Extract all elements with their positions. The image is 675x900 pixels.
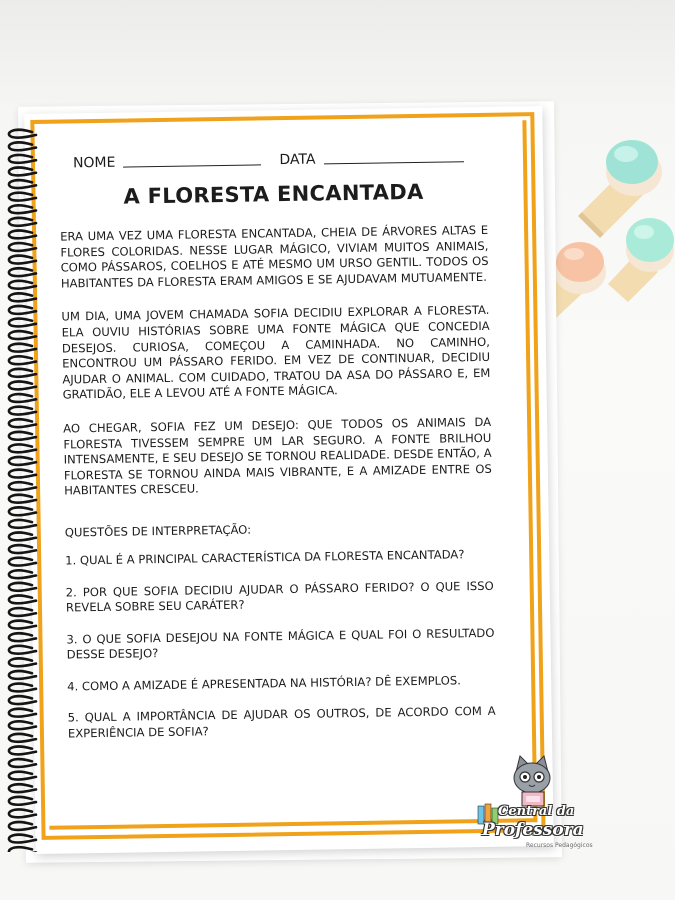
question-1: 1. QUAL É A PRINCIPAL CARACTERÍSTICA DA FLORESTA ENCANTADA? [65, 547, 465, 568]
spiral-coil [9, 533, 36, 541]
story-paragraph-3: AO CHEGAR, SOFIA FEZ UM DESEJO: QUE TODOS OS ANIMAIS DA FLORESTA TIVESSEM SEMPRE UM LAR SEGURO. A FONTE BRILHOU INTENSAMENTE, E SEU DESEJO SE TORNOU REALIDADE. DESDE ENTÃO, A FLORESTA SE TORNOU AINDA MAIS VIBRANTE, E A AMIZADE ENTRE OS HABITANTES CRESCEU. [63, 414, 492, 498]
logo-line-1: Central da [498, 804, 575, 819]
question-2: 2. POR QUE SOFIA DECIDIU AJUDAR O PÁSSARO FERIDO? O QUE ISSO REVELA SOBRE SEU CARÁTER? [65, 578, 494, 615]
spiral-coil [9, 784, 36, 792]
spiral-coil [9, 319, 36, 327]
question-5: 5. QUAL A IMPORTÂNCIA DE AJUDAR OS OUTROS, DE ACORDO COM A EXPERIÊNCIA DE SOFIA? [67, 704, 496, 741]
name-blank-line[interactable] [123, 164, 261, 167]
spiral-coil [9, 444, 36, 452]
logo-tagline: Recursos Pedagógicos [526, 842, 593, 849]
spiral-coil [9, 495, 36, 503]
worksheet-page [24, 106, 554, 854]
spiral-coil [9, 696, 36, 704]
spiral-coil [9, 205, 36, 213]
spiral-coil [9, 596, 36, 604]
spiral-coil [9, 130, 36, 138]
spiral-coil [9, 545, 36, 553]
spiral-coil [9, 558, 36, 566]
spiral-coil [9, 306, 36, 314]
spiral-coil [9, 331, 36, 339]
spiral-coil [9, 281, 36, 289]
spiral-coil [9, 621, 36, 629]
spiral-coil [9, 847, 36, 852]
spiral-coil [9, 293, 36, 301]
spiral-coil [9, 633, 36, 641]
cat-mascot-icon [502, 752, 562, 812]
spiral-coil [9, 394, 36, 402]
spiral-coil [9, 268, 36, 276]
spiral-coil [9, 369, 36, 377]
spiral-coil [9, 419, 36, 427]
table-background [0, 0, 675, 105]
spiral-coil [9, 344, 36, 352]
spiral-coil [9, 482, 36, 490]
question-3: 3. O QUE SOFIA DESEJOU NA FONTE MÁGICA E QUAL FOI O RESULTADO DESSE DESEJO? [66, 625, 495, 662]
spiral-coil [9, 684, 36, 692]
spiral-coil [9, 218, 36, 226]
spiral-coil [9, 646, 36, 654]
worksheet-content [59, 149, 496, 758]
spiral-coil [9, 671, 36, 679]
spiral-coil [9, 142, 36, 150]
spiral-coil [9, 570, 36, 578]
spiral-coil [9, 231, 36, 239]
spiral-coil [9, 583, 36, 591]
highlighter-mint [600, 206, 675, 306]
spiral-binding [2, 122, 42, 852]
spiral-coil [9, 243, 36, 251]
spiral-coil [9, 608, 36, 616]
logo-line-2: Professora [482, 820, 584, 840]
date-label: DATA [279, 151, 316, 169]
spiral-coil [9, 180, 36, 188]
spiral-coil [9, 356, 36, 364]
spiral-coil [9, 747, 36, 755]
spiral-coil [9, 658, 36, 666]
questions-heading: QUESTÕES DE INTERPRETAÇÃO: [64, 522, 252, 540]
spiral-coil [9, 759, 36, 767]
spiral-coil [9, 382, 36, 390]
central-da-professora-logo [462, 752, 612, 862]
spiral-coil [9, 835, 36, 843]
spiral-coil [9, 432, 36, 440]
question-4: 4. COMO A AMIZADE É APRESENTADA NA HISTÓRIA? DÊ EXEMPLOS. [67, 673, 461, 694]
story-paragraph-2: UM DIA, UMA JOVEM CHAMADA SOFIA DECIDIU EXPLORAR A FLORESTA. ELA OUVIU HISTÓRIAS SOBRE UMA FONTE MÁGICA QUE CONCEDIA DESEJOS. CURIOSA, COMEÇOU A CAMINHADA. NO CAMINHO, ENCONTROU UM PÁSSARO FERIDO. EM VEZ DE CONTINUAR, DECIDIU AJUDAR O ANIMAL. COM CUIDADO, TRATOU DA ASA DO PÁSSARO E, EM GRATIDÃO, ELE A LEVOU ATÉ A FONTE MÁGICA. [61, 303, 491, 402]
name-label: NOME [72, 154, 116, 172]
spiral-coil [9, 721, 36, 729]
spiral-coil [9, 822, 36, 830]
story-paragraph-1: ERA UMA VEZ UMA FLORESTA ENCANTADA, CHEIA DE ÁRVORES ALTAS E FLORES COLORIDAS. NESSE LUGAR MÁGICO, VIVIAM MUITOS ANIMAIS, COMO PÁSSAROS, COELHOS E ATÉ MESMO UM URSO GENTIL. TODOS OS HABITANTES DA FLORESTA ERAM AMIGOS E SE AJUDAVAM MUTUAMENTE. [60, 222, 489, 291]
spiral-coil [9, 407, 36, 415]
spiral-coil [9, 470, 36, 478]
spiral-coil [9, 772, 36, 780]
spiral-coil [9, 797, 36, 805]
spiral-coil [9, 809, 36, 817]
spiral-coil [9, 709, 36, 717]
date-blank-line[interactable] [324, 161, 464, 164]
spiral-coil [9, 193, 36, 201]
spiral-coil [9, 256, 36, 264]
spiral-coil [9, 734, 36, 742]
story-title: A FLORESTA ENCANTADA [123, 179, 424, 209]
spiral-coil [9, 457, 36, 465]
spiral-coil [9, 168, 36, 176]
spiral-coil [9, 507, 36, 515]
spiral-coil [9, 520, 36, 528]
spiral-coil [9, 155, 36, 163]
